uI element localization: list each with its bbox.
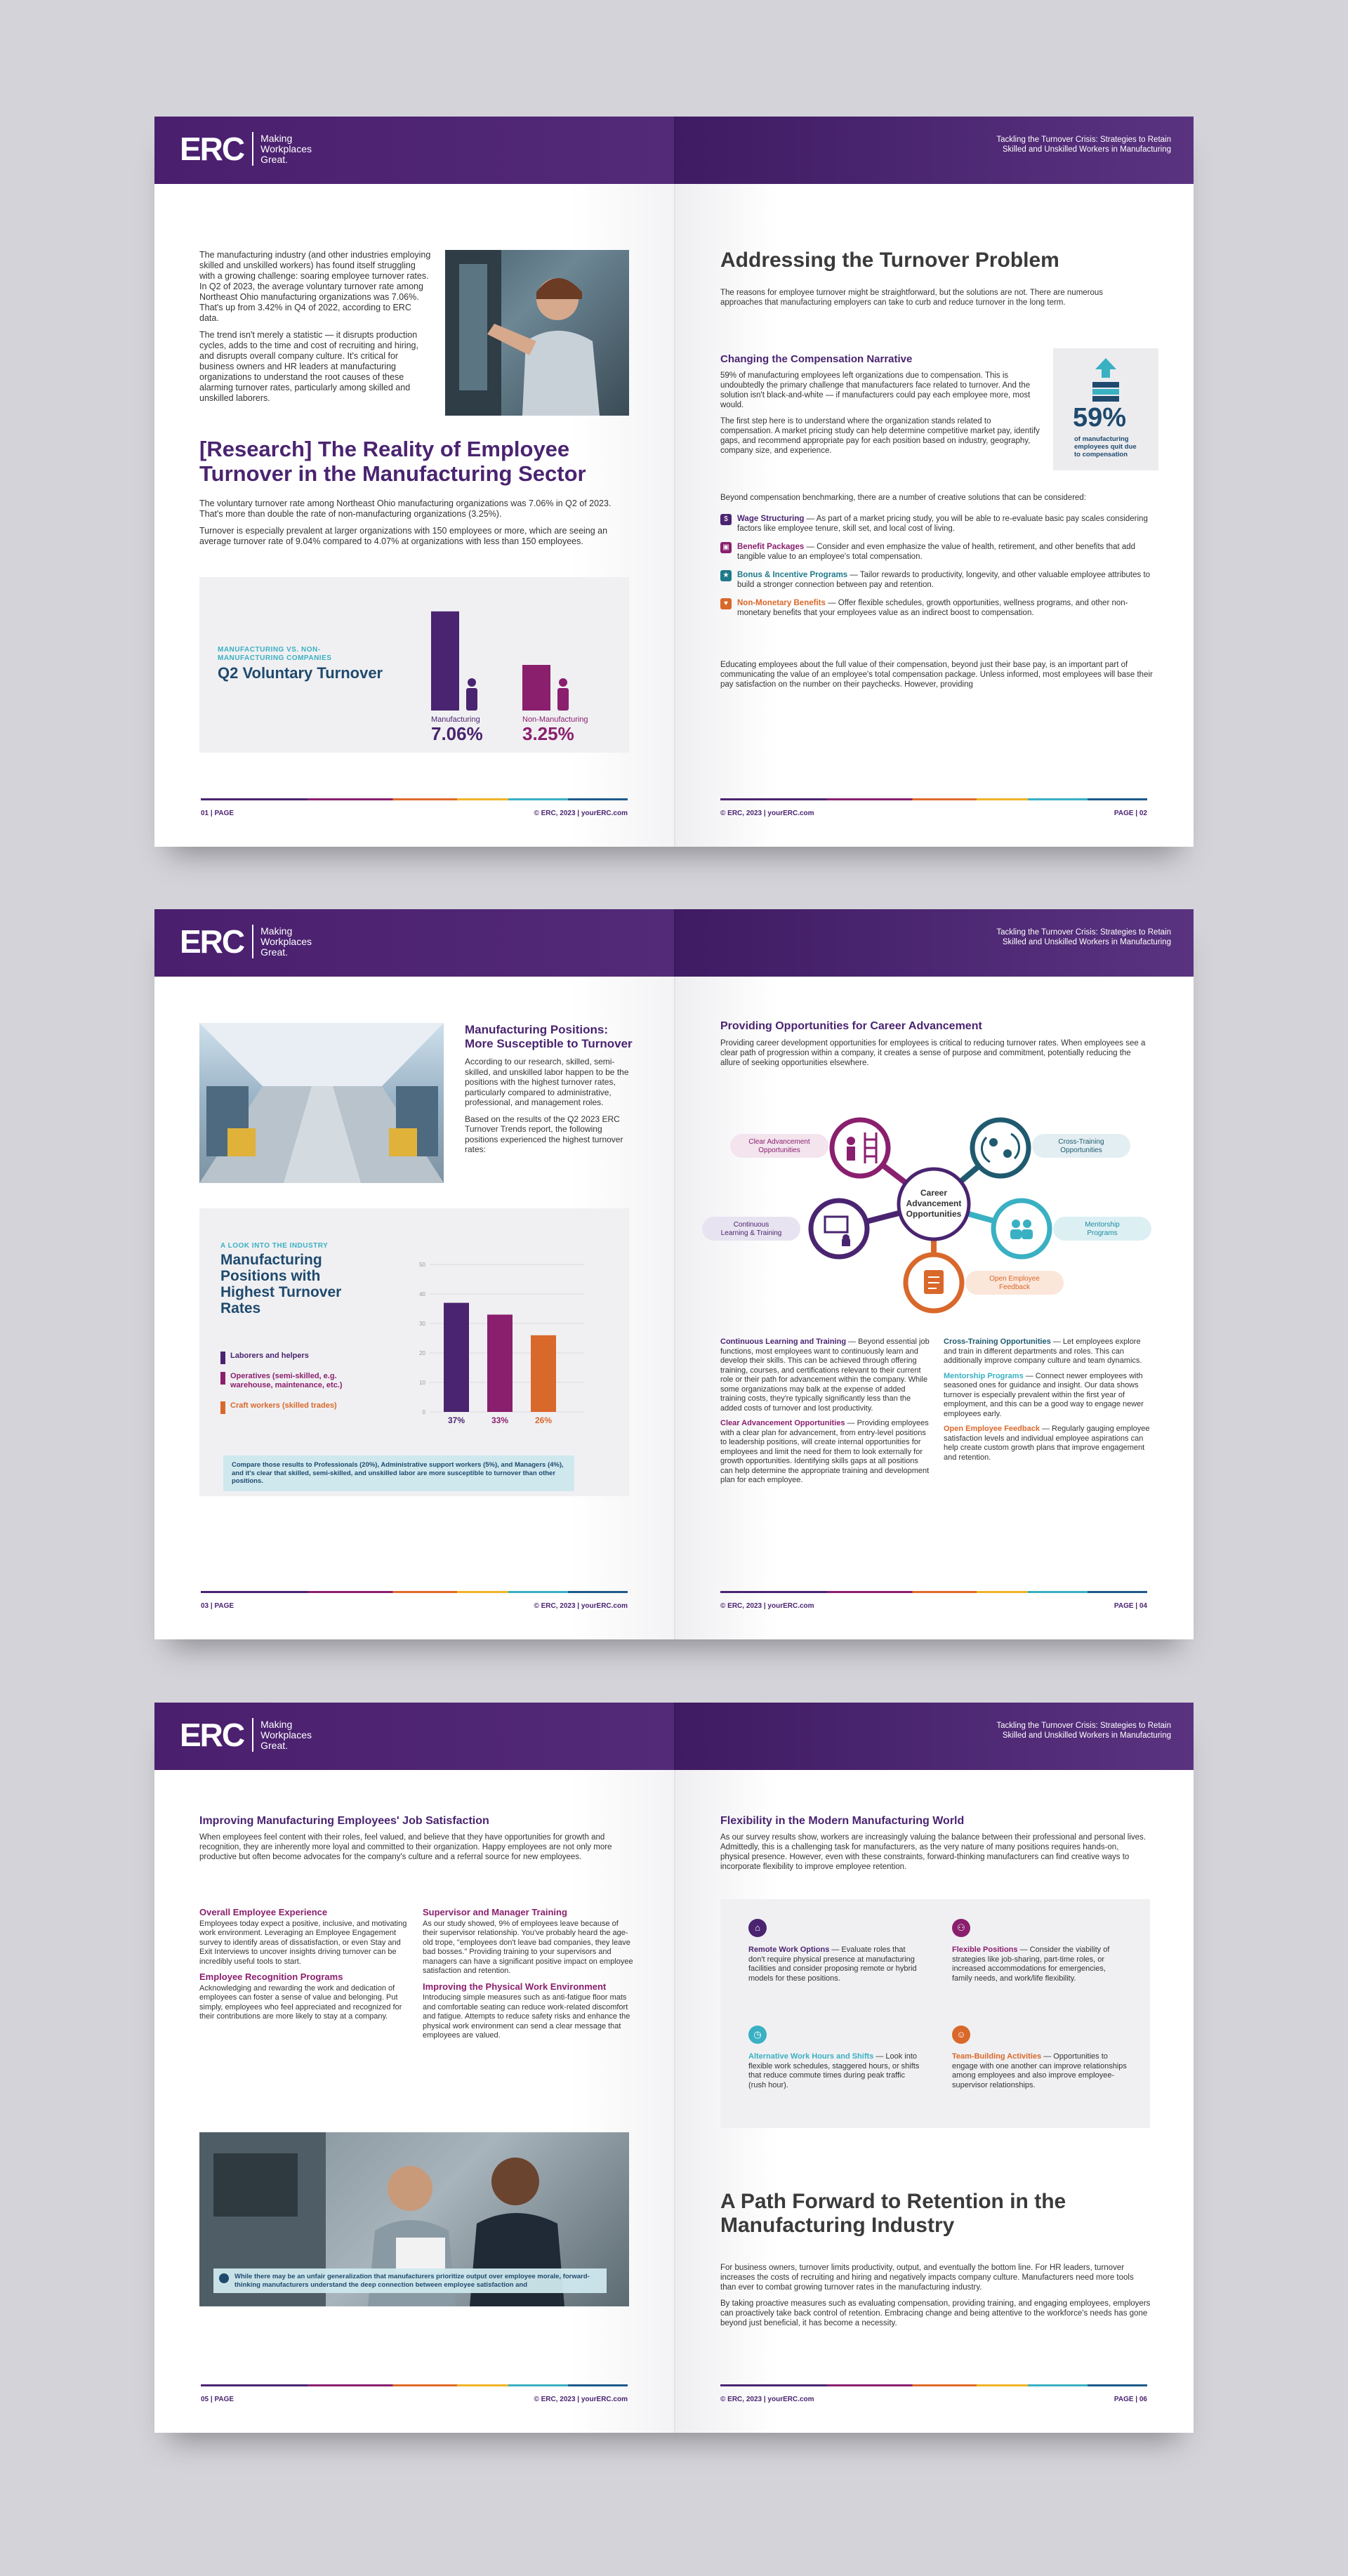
- positions-heading: Manufacturing Positions: More Susceptible to Turnover: [465, 1023, 633, 1050]
- hub-label-1: Career: [920, 1188, 948, 1198]
- stat-caption: of manufacturing employees quit due to compensation: [1074, 435, 1137, 458]
- solution-text: — Offer flexible schedules, growth opportunities, wellness programs, and other non-monetary benefits that your employees value as an indirect boost to compensation.: [737, 599, 1128, 617]
- career-item: [944, 1425, 1154, 1462]
- bar-1: [522, 665, 550, 711]
- header-band: [674, 909, 1194, 977]
- factory-illustration: [199, 1023, 444, 1183]
- page-number: 05 | PAGE: [201, 2396, 234, 2403]
- logo-tagline: Making Workplaces Great.: [260, 925, 312, 958]
- footer-rule: [720, 2384, 1147, 2386]
- career-item-title: Mentorship Programs: [944, 1371, 1024, 1380]
- label-cross-2: Opportunities: [1060, 1147, 1102, 1154]
- stat-value: 59%: [1073, 403, 1127, 432]
- header-band: [154, 1703, 674, 1770]
- value-label: 3.25%: [522, 723, 574, 744]
- closing-text: Educating employees about the full value of their compensation, beyond just their base pay, is an important part of communicating the value of an employee's total compensation package. Unless informed, most employees will base their pay satisfaction on the number on their paychecks. However, providing: [720, 661, 1153, 689]
- label-cross-1: Cross-Training: [1058, 1138, 1104, 1146]
- person-body-icon: [557, 688, 569, 711]
- team-icon: ☺: [952, 2026, 970, 2044]
- block-text: Introducing simple measures such as anti-fatigue floor mats and comfortable seating can reduce work-related discomfort and fatigue. Attempts to reduce safety risks and enhance the physical work environment can send a clear message that employees are valued.: [423, 1993, 630, 2040]
- document-title: Tackling the Turnover Crisis: Strategies to Retain Skilled and Unskilled Workers in Manufacturing: [996, 1722, 1171, 1740]
- block-title: Supervisor and Manager Training: [423, 1907, 567, 1917]
- spread-1: [154, 117, 1194, 847]
- node-clear-advancement: [832, 1120, 888, 1176]
- legend-swatch: [220, 1352, 225, 1364]
- document-title: Tackling the Turnover Crisis: Strategies to Retain Skilled and Unskilled Workers in Manufacturing: [996, 928, 1171, 946]
- solution-item: [720, 570, 1156, 590]
- erc-logo: [180, 925, 324, 958]
- career-item-text: — Connect newer employees with seasoned ones for guidance and insight. Our data shows turnover is especially prevalent within the first year of employment, and this can be a good way to engage newer employees early.: [944, 1371, 1144, 1418]
- block-title: Overall Employee Experience: [199, 1907, 328, 1917]
- factory-photo: [199, 1023, 444, 1183]
- card-text: — Look into flexible work schedules, staggered hours, or shifts that reduce commute times during peak traffic (rush hour).: [748, 2052, 920, 2089]
- block-title: Improving the Physical Work Environment: [423, 1981, 607, 1992]
- page-number: 03 | PAGE: [201, 1602, 234, 1610]
- card-text: — Opportunities to engage with one another can improve relationships among employees and also improve employee-supervisor relationships.: [952, 2052, 1127, 2089]
- footer-copyright: © ERC, 2023 | yourERC.com: [534, 2396, 628, 2403]
- turnover-problem-intro: The reasons for employee turnover might be straightforward, but the solutions are not. There are numerous approaches that manufacturing employers can take to curb and reduce turnover in the long term.: [720, 289, 1104, 307]
- label-mentor-1: Mentorship: [1085, 1221, 1120, 1229]
- career-intro: Providing career development opportunities for employees is critical to reducing turnover rates. When employees see a clear path of progression within a company, it creates a sense of purpose and commitment, potentially reducing the allure of seeking opportunities elsewhere.: [720, 1039, 1146, 1067]
- chart-title: Manufacturing Positions with Highest Turnover Rates: [220, 1252, 342, 1316]
- logo-mark: ERC: [180, 1718, 253, 1752]
- flex-card-remote: [748, 1919, 924, 1983]
- heart-icon: ♥: [720, 598, 732, 609]
- career-item: [720, 1337, 930, 1413]
- path-forward-heading: A Path Forward to Retention in the Manufacturing Industry: [720, 2190, 1066, 2237]
- spread-2: [154, 909, 1194, 1639]
- engineers-photo: [199, 2132, 629, 2306]
- caption-text: While there may be an unfair generalization that manufacturers prioritize output over employee morale, forward-thinking manufacturers understand the deep connection between employee satisfaction and: [234, 2273, 590, 2289]
- y-tick-label: 30: [419, 1321, 425, 1327]
- intro-text: [199, 250, 431, 410]
- path-forward-text: [720, 2263, 1151, 2334]
- document-title: Tackling the Turnover Crisis: Strategies to Retain Skilled and Unskilled Workers in Manufacturing: [996, 136, 1171, 154]
- worker-illustration: [445, 250, 629, 416]
- block-text: Acknowledging and rewarding the work and dedication of employees can foster a sense of value and belonging. Put simply, employees who feel appreciated and recognized for their contributions are more likely to stay at a company.: [199, 1983, 402, 2021]
- page-number: PAGE | 04: [1114, 1602, 1147, 1610]
- person-icon: [468, 678, 476, 687]
- flex-card-positions: [952, 1919, 1128, 1983]
- q2-turnover-chart: [424, 591, 607, 746]
- value-label: 33%: [491, 1415, 509, 1425]
- y-tick-label: 40: [419, 1291, 425, 1297]
- footer-copyright: © ERC, 2023 | yourERC.com: [720, 2396, 814, 2403]
- legend-label: Operatives (semi-skilled, e.g. warehouse, maintenance, etc.): [230, 1372, 343, 1389]
- footer-rule: [720, 798, 1147, 800]
- card-title: Flexible Positions: [952, 1946, 1018, 1954]
- person-body-icon: [466, 688, 477, 711]
- satisfaction-heading: Improving Manufacturing Employees' Job Satisfaction: [199, 1815, 489, 1827]
- comparison-note: Compare those results to Professionals (20%), Administrative support workers (5%), and Managers (4%), and it's clear that skilled, semi-skilled, and unskilled labor are more susceptible to turnover than other positions.: [223, 1455, 574, 1491]
- chart-title: Q2 Voluntary Turnover: [218, 664, 383, 682]
- page-number: 01 | PAGE: [201, 810, 234, 817]
- career-item-text: — Providing employees with a clear plan for advancement, from entry-level positions to leadership positions, will create internal opportunities for employees and limit the need for them to look externally for growth opportunities. Identifying skills gaps at all positions can help determine the appropriate training and development plan for each employee.: [720, 1419, 930, 1484]
- solution-text: — Consider and even emphasize the value of health, retirement, and other benefits that add tangible value to an employee's total compensation.: [737, 543, 1136, 561]
- label-learning-1: Continuous: [733, 1221, 769, 1229]
- turnover-chart-panel: [199, 577, 629, 753]
- legend-swatch: [220, 1401, 225, 1414]
- footer-copyright: © ERC, 2023 | yourERC.com: [534, 1602, 628, 1610]
- research-paragraph-2: Turnover is especially prevalent at larger organizations with 150 employees or more, which are seeing an average turnover rate of 9.04% compared to 4.07% at organizations with less than 150 employees.: [199, 526, 608, 546]
- logo-tagline: Making Workplaces Great.: [260, 1718, 312, 1751]
- satisfaction-intro: When employees feel content with their roles, feel valued, and believe that they have opportunities for growth and recognition, they are inherently more loyal and committed to their organization. Happy employees are not only more productive but often become advocates for the company's culture and a referral source for new employees.: [199, 1833, 612, 1861]
- legend-item: [220, 1352, 375, 1361]
- hub-label-2: Advancement: [906, 1198, 962, 1208]
- y-tick-label: 0: [422, 1409, 425, 1415]
- career-item-text: — Regularly gauging employee satisfaction levels and individual employee aspirations can help create custom growth plans that improve engagement and retention.: [944, 1425, 1150, 1462]
- legend-label: Craft workers (skilled trades): [230, 1401, 337, 1410]
- label-clear-1: Clear Advancement: [748, 1138, 810, 1146]
- path-paragraph-1: For business owners, turnover limits productivity, output, and eventually the bottom line. For HR leaders, turnover increases the costs of recruiting and hiring and negatively impacts company culture. Manufacturers need more tools than ever to combat growing turnover rates in the manufacturing industry.: [720, 2264, 1134, 2292]
- label-feedback-1: Open Employee: [989, 1275, 1040, 1283]
- career-item-title: Continuous Learning and Training: [720, 1337, 847, 1346]
- solution-text: — As part of a market pricing study, you will be able to re-evaluate basic pay scales considering factors like employee tenure, skill set, and local cost of living.: [737, 515, 1148, 533]
- career-item-title: Open Employee Feedback: [944, 1425, 1040, 1433]
- feedback-clipboard-icon: [924, 1270, 944, 1294]
- header-band: [674, 1703, 1194, 1770]
- label-feedback-2: Feedback: [999, 1283, 1030, 1291]
- solution-title: Non-Monetary Benefits: [737, 599, 826, 607]
- satisfaction-left-column: [199, 1908, 410, 2022]
- solution-item: [720, 542, 1156, 562]
- footer-rule: [201, 2384, 628, 2386]
- footer: [720, 810, 1147, 817]
- flexibility-heading: Flexibility in the Modern Manufacturing World: [720, 1815, 965, 1827]
- legend-item: [220, 1401, 375, 1411]
- home-icon: ⌂: [748, 1919, 767, 1937]
- solution-title: Bonus & Incentive Programs: [737, 571, 848, 579]
- bar-0: [444, 1303, 469, 1412]
- positions-paragraph-1: According to our research, skilled, semi-skilled, and unskilled labor happen to be the positions with the highest turnover rates, particularly compared to administrative, professional, and management roles.: [465, 1057, 629, 1107]
- positions-text: [465, 1057, 630, 1161]
- bonus-icon: ★: [720, 570, 732, 581]
- card-title: Team-Building Activities: [952, 2052, 1042, 2061]
- page-04: [674, 909, 1194, 1639]
- card-text: — Evaluate roles that don't require physical presence at manufacturing facilities and consider proposing remote or hybrid models for these positions.: [748, 1946, 917, 1983]
- footer-copyright: © ERC, 2023 | yourERC.com: [720, 810, 814, 817]
- footer-copyright: © ERC, 2023 | yourERC.com: [720, 1602, 814, 1610]
- footer: [720, 2396, 1147, 2403]
- chart-kicker: MANUFACTURING VS. NON-MANUFACTURING COMPANIES: [218, 646, 332, 662]
- value-label: 26%: [534, 1415, 553, 1425]
- career-item-text: — Let employees explore and train in different departments and roles. This can additionally improve company culture and team dynamics.: [944, 1337, 1142, 1365]
- page-number: PAGE | 02: [1114, 810, 1147, 817]
- hub-label-3: Opportunities: [906, 1209, 962, 1219]
- turnover-problem-heading: Addressing the Turnover Problem: [720, 249, 1059, 272]
- spread-3: [154, 1703, 1194, 2433]
- footer-rule: [201, 1591, 628, 1593]
- bar-2: [531, 1335, 556, 1412]
- logo-mark: ERC: [180, 132, 253, 166]
- positions-chart-panel: [199, 1208, 629, 1496]
- clock-icon: ◷: [748, 2026, 767, 2044]
- card-title: Remote Work Options: [748, 1946, 830, 1954]
- solution-title: Benefit Packages: [737, 543, 805, 551]
- compensation-subheading: Changing the Compensation Narrative: [720, 353, 913, 365]
- flexibility-intro: As our survey results show, workers are increasingly valuing the balance between their professional and personal lives. Admittedly, this is a challenging task for manufacturers, as the very nature of many positions requires hands-on, physical presence. However, even with these constraints, forward-thinking manufacturers can find creative ways to incorporate flexibility to improve employee retention.: [720, 1833, 1146, 1871]
- caption-badge-icon: [219, 2273, 229, 2283]
- compensation-paragraph-1: 59% of manufacturing employees left organizations due to compensation. This is undoubtedly the primary challenge that manufacturers face related to turnover. And the solution isn't black-and-white — if manufacturers could pay each employee more, most would.: [720, 371, 1031, 409]
- bar-0: [431, 612, 459, 711]
- page-number: PAGE | 06: [1114, 2396, 1147, 2403]
- footer-rule: [720, 1591, 1147, 1593]
- erc-logo: [180, 1718, 324, 1752]
- value-label: 37%: [447, 1415, 465, 1425]
- career-right-list: [944, 1337, 1154, 1462]
- career-item-title: Clear Advancement Opportunities: [720, 1419, 845, 1427]
- solutions-list: [720, 514, 1156, 626]
- intro-paragraph-1: The manufacturing industry (and other industries employing skilled and unskilled workers) has found itself struggling with a growing challenge: soaring employee turnover rates. In Q2 of 2023, the average voluntary turnover rate among Northeast Ohio manufacturing organizations was 7.06%. That's up from 3.42% in Q4 of 2022, according to ERC data.: [199, 250, 431, 323]
- label-mentor-2: Programs: [1087, 1229, 1118, 1237]
- block-title: Employee Recognition Programs: [199, 1971, 343, 1982]
- positions-turnover-chart: [410, 1250, 593, 1440]
- flexibility-panel: [720, 1899, 1150, 2128]
- group-icon: ⚇: [952, 1919, 970, 1937]
- beyond-text: Beyond compensation benchmarking, there are a number of creative solutions that can be considered:: [720, 494, 1087, 502]
- label-clear-2: Opportunities: [758, 1147, 800, 1154]
- positions-paragraph-2: Based on the results of the Q2 2023 ERC Turnover Trends report, the following positions experienced the highest turnover rates:: [465, 1114, 623, 1154]
- legend-item: [220, 1372, 375, 1390]
- flex-card-hours: [748, 2026, 924, 2090]
- category-label: Manufacturing: [431, 715, 480, 724]
- research-body: [199, 498, 635, 553]
- footer: [201, 2396, 628, 2403]
- career-item: [944, 1337, 1154, 1366]
- career-item-title: Cross-Training Opportunities: [944, 1337, 1051, 1346]
- career-item-text: — Beyond essential job functions, most employees want to continuously learn and develop their skills. This can be achieved through offering training, courses, and certifications relevant to their current role or their path for advancement within the company. While some organizations may balk at the expense of added training costs, they're typically significantly less than the added costs of turnover and lost productivity.: [720, 1337, 930, 1413]
- page-01: [154, 117, 674, 847]
- footer-copyright: © ERC, 2023 | yourERC.com: [534, 810, 628, 817]
- career-item: [720, 1419, 930, 1486]
- category-label: Non-Manufacturing: [522, 715, 588, 724]
- footer-rule: [201, 798, 628, 800]
- person-icon: [559, 678, 567, 687]
- career-left-list: [720, 1337, 930, 1486]
- erc-logo: [180, 132, 324, 166]
- money-arrow-icon: [1091, 358, 1121, 402]
- legend-swatch: [220, 1372, 225, 1385]
- solution-title: Wage Structuring: [737, 515, 805, 523]
- card-text: — Consider the viability of strategies like job-sharing, part-time roles, or increased accommodations for emergencies, family needs, and work/life flexibility.: [952, 1946, 1110, 1983]
- footer: [201, 1602, 628, 1610]
- page-05: [154, 1703, 674, 2433]
- node-continuous-learning: [811, 1201, 867, 1257]
- worker-photo: [445, 250, 629, 416]
- compensation-paragraph-2: The first step here is to understand where the organization stands related to compensation. A market pricing study can help determine competitive market pay, identify gaps, and recommend appropriate pay for each position based on industry, geography, company size, and experience.: [720, 417, 1040, 455]
- satisfaction-right-column: [423, 1908, 633, 2041]
- stat-callout: [1053, 348, 1158, 470]
- header-band: [674, 117, 1194, 184]
- bar-1: [487, 1314, 513, 1412]
- page-02: [674, 117, 1194, 847]
- page-06: [674, 1703, 1194, 2433]
- header-band: [154, 117, 674, 184]
- compensation-text: [720, 371, 1043, 462]
- person-icon: [847, 1137, 855, 1145]
- y-tick-label: 50: [419, 1262, 425, 1268]
- person-body-icon: [847, 1147, 855, 1161]
- node-mentorship: [993, 1201, 1050, 1257]
- y-tick-label: 10: [419, 1380, 425, 1386]
- career-diagram: [702, 1099, 1165, 1323]
- career-item: [944, 1372, 1154, 1420]
- solution-text: — Tailor rewards to productivity, longevity, and other valuable employee attributes to build a stronger connection between pay and retention.: [737, 571, 1151, 589]
- path-paragraph-2: By taking proactive measures such as evaluating compensation, providing training, and engaging employees, employers can proactively take back control of retention. Embracing change and being attentive to the workforce's needs has gone beyond just beneficial, it has become a necessity.: [720, 2299, 1151, 2327]
- logo-mark: ERC: [180, 925, 253, 958]
- gift-icon: ▣: [720, 542, 732, 553]
- legend-label: Laborers and helpers: [230, 1352, 309, 1360]
- block-text: Employees today expect a positive, inclusive, and motivating work environment. Leveraging an Employee Engagement survey to identify areas of dissatisfaction, or even Stay and Exit Interviews to uncover insights driving turnover can be incredibly useful tools to start.: [199, 1919, 407, 1966]
- logo-tagline: Making Workplaces Great.: [260, 132, 312, 165]
- value-label: 7.06%: [431, 723, 483, 744]
- y-tick-label: 20: [419, 1350, 425, 1356]
- intro-paragraph-2: The trend isn't merely a statistic — it disrupts production cycles, adds to the time and cost of recruiting and hiring, and disrupts overall company culture. It's critical for business owners and HR leaders at manufacturing organizations to understand the root causes of these alarming turnover rates, particularly among skilled and unskilled laborers.: [199, 330, 418, 403]
- career-heading: Providing Opportunities for Career Advancement: [720, 1020, 982, 1032]
- footer: [720, 1602, 1147, 1610]
- solution-item: [720, 514, 1156, 534]
- header-band: [154, 909, 674, 977]
- research-paragraph-1: The voluntary turnover rate among Northeast Ohio manufacturing organizations was 7.06% in Q2 of 2023. That's more than double the rate of non-manufacturing organizations (3.25%).: [199, 498, 612, 519]
- card-title: Alternative Work Hours and Shifts: [748, 2052, 874, 2061]
- solution-item: [720, 598, 1156, 618]
- footer: [201, 810, 628, 817]
- photo-caption: [213, 2268, 607, 2293]
- wage-icon: $: [720, 514, 732, 525]
- page-03: [154, 909, 674, 1639]
- research-heading: [Research] The Reality of Employee Turnover in the Manufacturing Sector: [199, 437, 586, 486]
- label-learning-2: Learning & Training: [720, 1229, 782, 1237]
- block-text: As our study showed, 9% of employees leave because of their supervisor relationship. You've probably heard the age-old trope, "employees don't leave bad companies, they leave bad bosses." Providing training to your supervisors and managers can have a significant positive impact on employee satisfaction and retention.: [423, 1919, 633, 1975]
- chart-legend: [220, 1352, 375, 1422]
- flex-card-team: [952, 2026, 1128, 2090]
- chart-kicker: A LOOK INTO THE INDUSTRY: [220, 1242, 329, 1250]
